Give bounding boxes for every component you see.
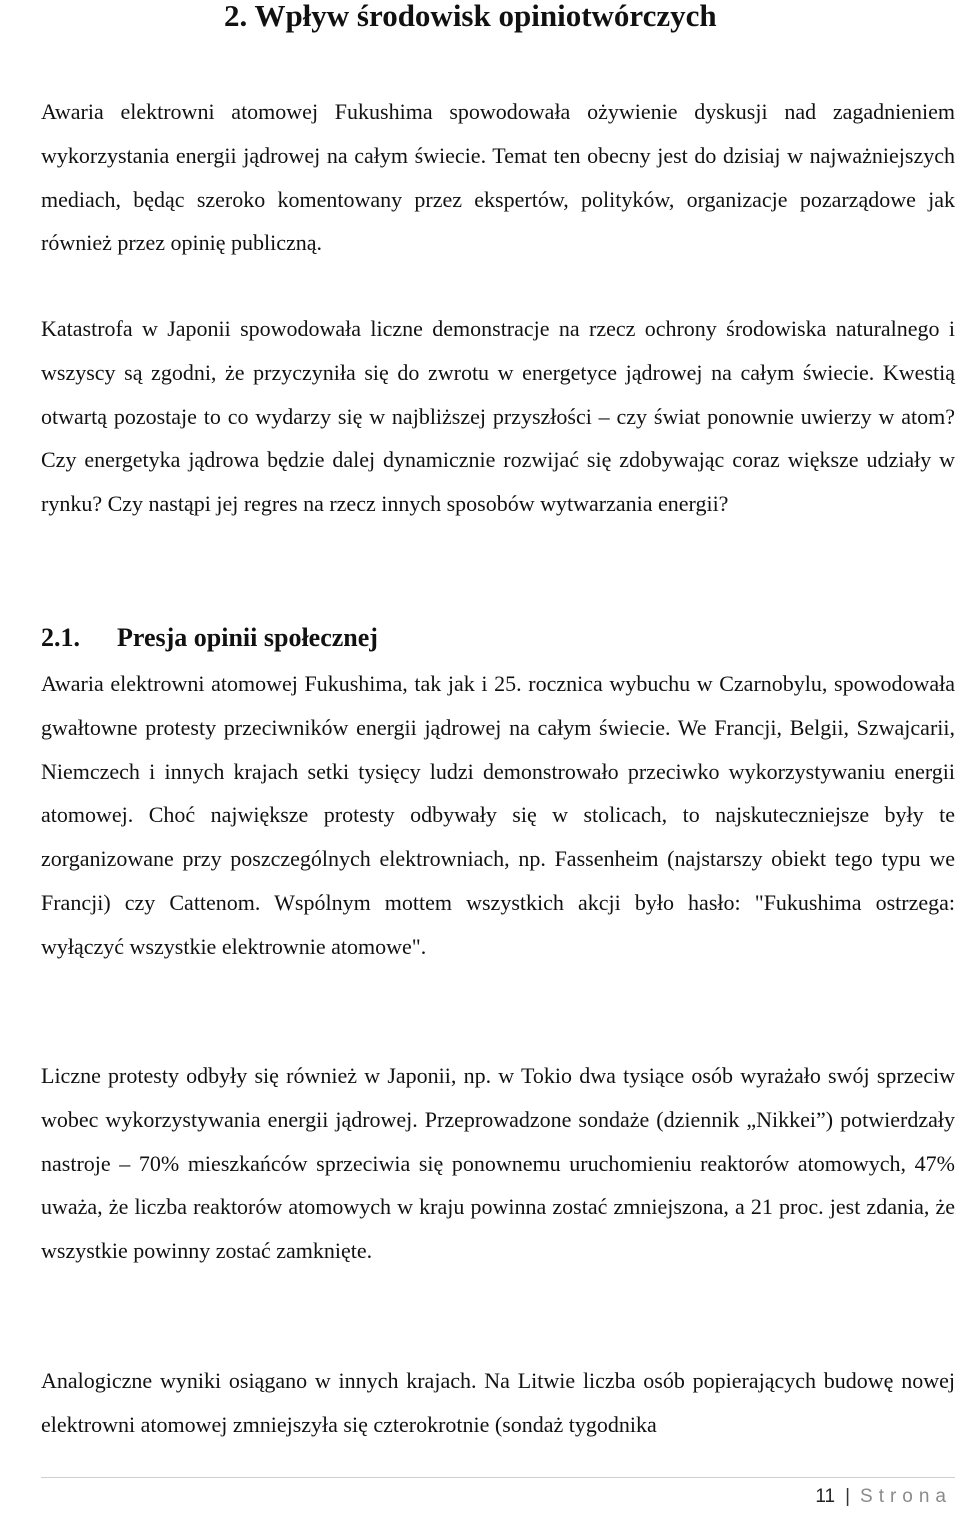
subsection-heading [41, 616, 378, 660]
paragraph-japonia: Liczne protesty odbyły się również w Japonii, np. w Tokio dwa tysiące osób wyrażało swój sprzeciw wobec wykorzystywania energii jądrowej. Przeprowadzone sondaże (dziennik „Nikkei”) potwierdzały nastroje – 70% mieszkańców sprzeciwia się ponownemu uruchomieniu reaktorów atomowych, 47% uważa, że liczba reaktorów atomowych w kraju powinna zostać zmniejszona, a 21 proc. jest zdania, że wszystkie powinny zostać zamknięte. [41, 1063, 955, 1264]
paragraph-presja: Awaria elektrowni atomowej Fukushima, tak jak i 25. rocznica wybuchu w Czarnobylu, spowodowała gwałtowne protesty przeciwników energii jądrowej na całym świecie. We Francji, Belgii, Szwajcarii, Niemczech i innych krajach setki tysięcy ludzi demonstrowało przeciwko wykorzystywaniu energii atomowej. Choć największe protesty odbywały się w stolicach, to najskuteczniejsze były te zorganizowane przy poszczególnych elektrowniach, np. Fassenheim (najstarszy obiekt tego typu we Francji) czy Cattenom. Wspólnym mottem wszystkich akcji było hasło: "Fukushima ostrzega: wyłączyć wszystkie elektrownie atomowe". [41, 671, 955, 959]
page-footer [815, 1486, 952, 1508]
page-word: Strona [860, 1486, 952, 1507]
footer-divider [41, 1477, 955, 1478]
paragraph-katastrofa: Katastrofa w Japonii spowodowała liczne demonstracje na rzecz ochrony środowiska naturalnego i wszyscy są zgodni, że przyczyniła się do zwrotu w energetyce jądrowej na całym świecie. Kwestią otwartą pozostaje to co wydarzy się w najbliższej przyszłości – czy świat ponownie uwierzy w atom? Czy energetyka jądrowa będzie dalej dynamicznie rozwijać się zdobywając coraz większe udziały w rynku? Czy nastąpi jej regres na rzecz innych sposobów wytwarzania energii? [41, 316, 955, 517]
subsection-number: 2.1. [41, 623, 80, 652]
page-number: 11 [815, 1486, 836, 1507]
paragraph-analogiczne: Analogiczne wyniki osiągano w innych krajach. Na Litwie liczba osób popierających budowę nowej elektrowni atomowej zmniejszyła się czterokrotnie (sondaż tygodnika [41, 1368, 955, 1437]
paragraph-intro: Awaria elektrowni atomowej Fukushima spowodowała ożywienie dyskusji nad zagadnieniem wykorzystania energii jądrowej na całym świecie. Temat ten obecny jest do dzisiaj w najważniejszych mediach, będąc szeroko komentowany przez ekspertów, polityków, organizacje pozarządowe jak również przez opinię publiczną. [41, 99, 955, 256]
subsection-title: Presja opinii społecznej [117, 623, 378, 652]
section-heading: 2. Wpływ środowisk opiniotwórczych [224, 0, 717, 33]
footer-separator: | [845, 1486, 851, 1507]
